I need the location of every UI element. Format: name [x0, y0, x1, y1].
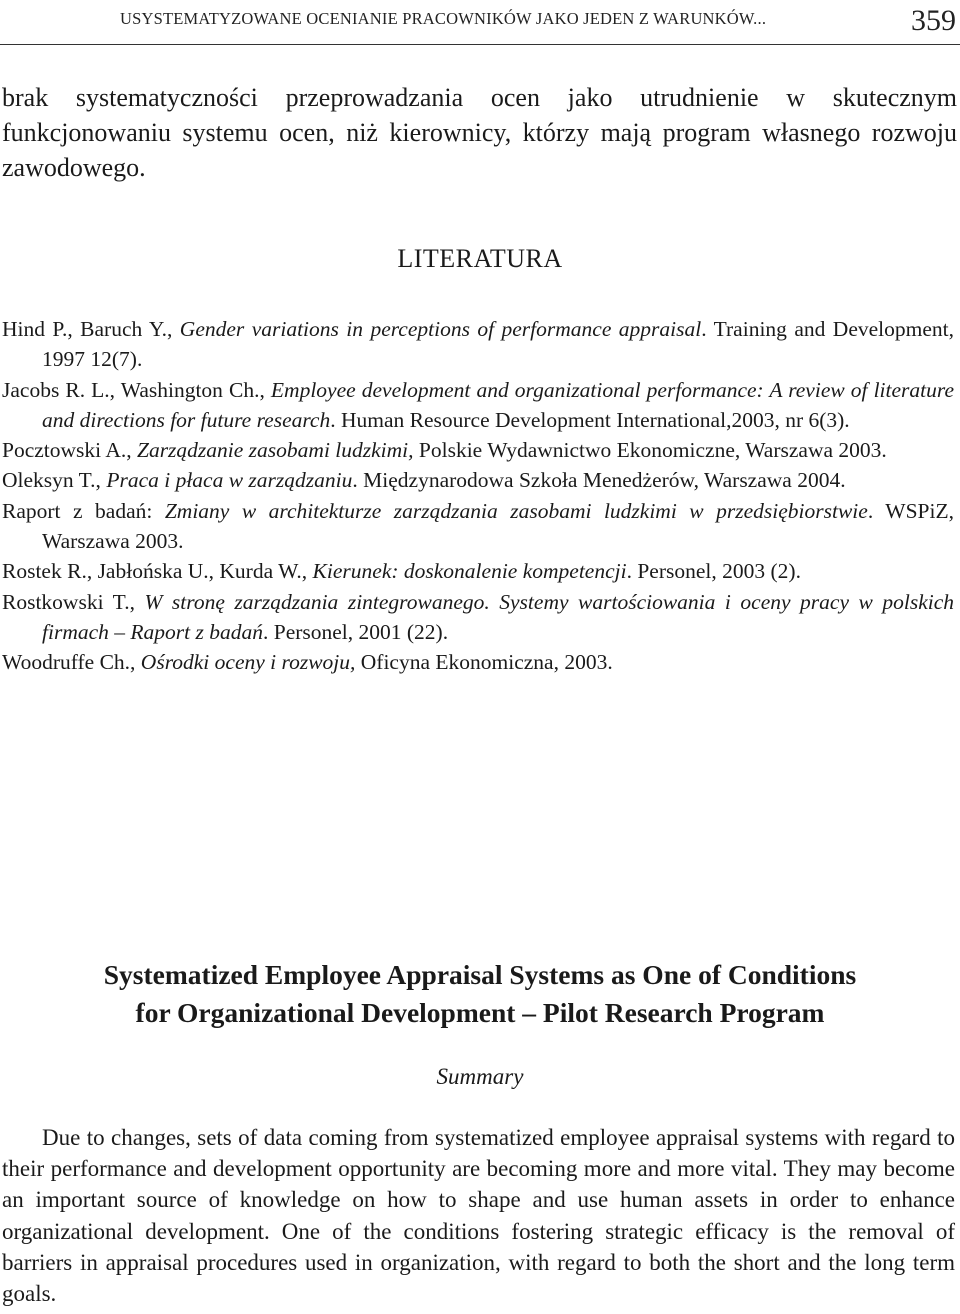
summary-text: Due to changes, sets of data coming from systematized employee appraisal systems with regard to their performance and development opportunity are becoming more and more vital. They may become an important source of knowledge on how to shape and use human assets in order to enhance organizational development. One of the conditions fostering strategic efficacy is the removal of barriers in appraisal procedures used in organization, with regard to both the short and the long term goals.: [2, 1125, 955, 1307]
reference-item: Rostek R., Jabłońska U., Kurda W., Kierunek: doskonalenie kompetencji. Personel, 2003 (2).: [2, 559, 801, 584]
english-title: [0, 956, 960, 1032]
reference-item: Hind P., Baruch Y., Gender variations in perceptions of performance appraisal. Training and Development, 1997 12(7).: [2, 317, 954, 372]
page-number: 359: [911, 4, 956, 37]
reference-list: [2, 314, 954, 678]
english-title-line-1: Systematized Employee Appraisal Systems as One of Conditions: [103, 959, 857, 990]
literature-heading: LITERATURA: [397, 244, 563, 273]
running-header: [0, 0, 960, 45]
reference-item: Pocztowski A., Zarządzanie zasobami ludzkimi, Polskie Wydawnictwo Ekonomiczne, Warszawa 2003.: [2, 438, 887, 463]
english-title-line-2: for Organizational Development – Pilot Research Program: [135, 997, 825, 1028]
reference-item: Rostkowski T., W stronę zarządzania zintegrowanego. Systemy wartościowania i oceny pracy w polskich firmach – Raport z badań. Personel, 2001 (22).: [2, 589, 955, 644]
running-title: USYSTEMATYZOWANE OCENIANIE PRACOWNIKÓW JAKO JEDEN Z WARUNKÓW...: [120, 9, 767, 28]
reference-item: Jacobs R. L., Washington Ch., Employee development and organizational performance: A review of literature and directions for future research. Human Resource Development International,2003, nr 6(3).: [2, 377, 954, 432]
reference-item: Woodruffe Ch., Ośrodki oceny i rozwoju, Oficyna Ekonomiczna, 2003.: [2, 650, 613, 675]
summary-label: Summary: [436, 1064, 524, 1089]
body-paragraph: brak systematyczności przeprowadzania ocen jako utrudnienie w skutecznym funkcjonowaniu systemu ocen, niż kierownicy, którzy mają program własnego rozwoju zawodowego.: [2, 83, 957, 182]
reference-item: Raport z badań: Zmiany w architekturze zarządzania zasobami ludzkimi w przedsiębiorstwie. WSPiZ, Warszawa 2003.: [2, 498, 954, 554]
reference-item: Oleksyn T., Praca i płaca w zarządzaniu. Międzynarodowa Szkoła Menedżerów, Warszawa 2004.: [2, 468, 846, 493]
